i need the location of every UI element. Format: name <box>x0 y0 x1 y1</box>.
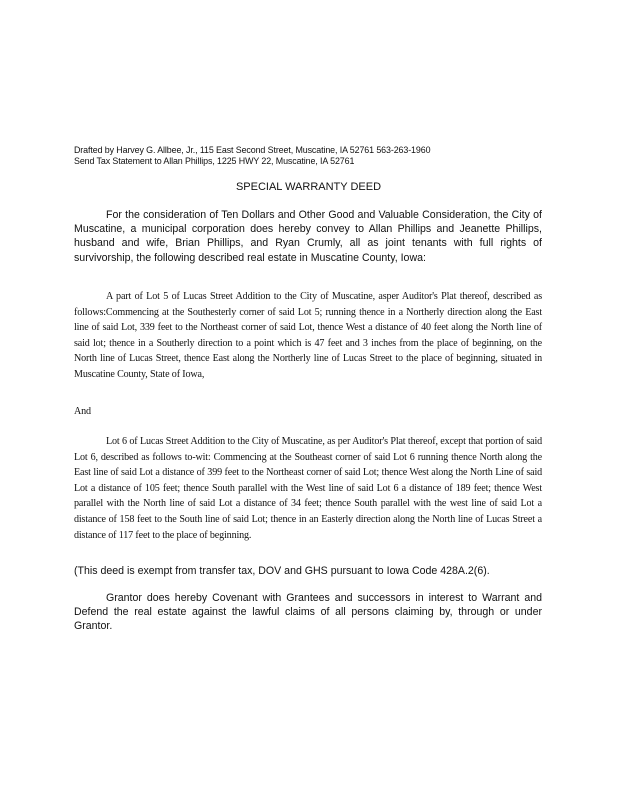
drafted-by-line: Drafted by Harvey G. Allbee, Jr., 115 East Second Street, Muscatine, IA 52761 563-263-1960 <box>74 145 431 155</box>
document-title: SPECIAL WARRANTY DEED <box>235 181 382 193</box>
tax-statement-line: Send Tax Statement to Allan Phillips, 1225 HWY 22, Muscatine, IA 52761 <box>74 156 355 166</box>
lot6-legal-description: Lot 6 of Lucas Street Addition to the City of Muscatine, as per Auditor's Plat thereof, except that portion of said Lot 6, described as follows to-wit: Commencing at the Southeast corner of said Lot 6 running thence North along the East line of said Lot a distance of 399 feet to the Northeast corner of said Lot; thence West along the North Line of said Lot a distance of 105 feet; thence South parallel with the West line of said Lot 6 a distance of 189 feet; thence West parallel with the North line of said Lot a distance of 34 feet; thence South parallel with the west line of said Lot a distance of 158 feet to the South line of said Lot; thence in an Easterly direction along the North line of Lucas Street a distance of 117 feet to the place of beginning. <box>74 436 542 541</box>
and-conjunction: And <box>74 406 91 417</box>
tax-exemption-statement: (This deed is exempt from transfer tax, DOV and GHS pursuant to Iowa Code 428A.2(6). <box>74 565 490 577</box>
lot5-legal-description: A part of Lot 5 of Lucas Street Addition to the City of Muscatine, asper Auditor's Plat thereof, described as follows:Commencing at the Southesterly corner of said Lot 5; running thence in a Northerly direction along the East line of said Lot, 339 feet to the Northeast corner of said Lot, thence West a distance of 40 feet along the North line of said lot; thence in a Southerly direction to a point which is 47 feet and 3 inches from the place of beginning, on the North line of Lucas Street, thence East along the Northerly line of Lucas Street to the place of beginning, situated in Muscatine County, State of Iowa, <box>74 291 542 380</box>
covenant-paragraph: Grantor does hereby Covenant with Grantees and successors in interest to Warrant and Defend the real estate against the lawful claims of all persons claiming by, through or under Grantor. <box>74 592 542 633</box>
consideration-paragraph: For the consideration of Ten Dollars and Other Good and Valuable Consideration, the City of Muscatine, a municipal corporation does hereby convey to Allan Phillips and Jeanette Phillips, husband and wife, Brian Phillips, and Ryan Crumly, all as joint tenants with full rights of survivorship, the following described real estate in Muscatine County, Iowa: <box>74 209 542 264</box>
